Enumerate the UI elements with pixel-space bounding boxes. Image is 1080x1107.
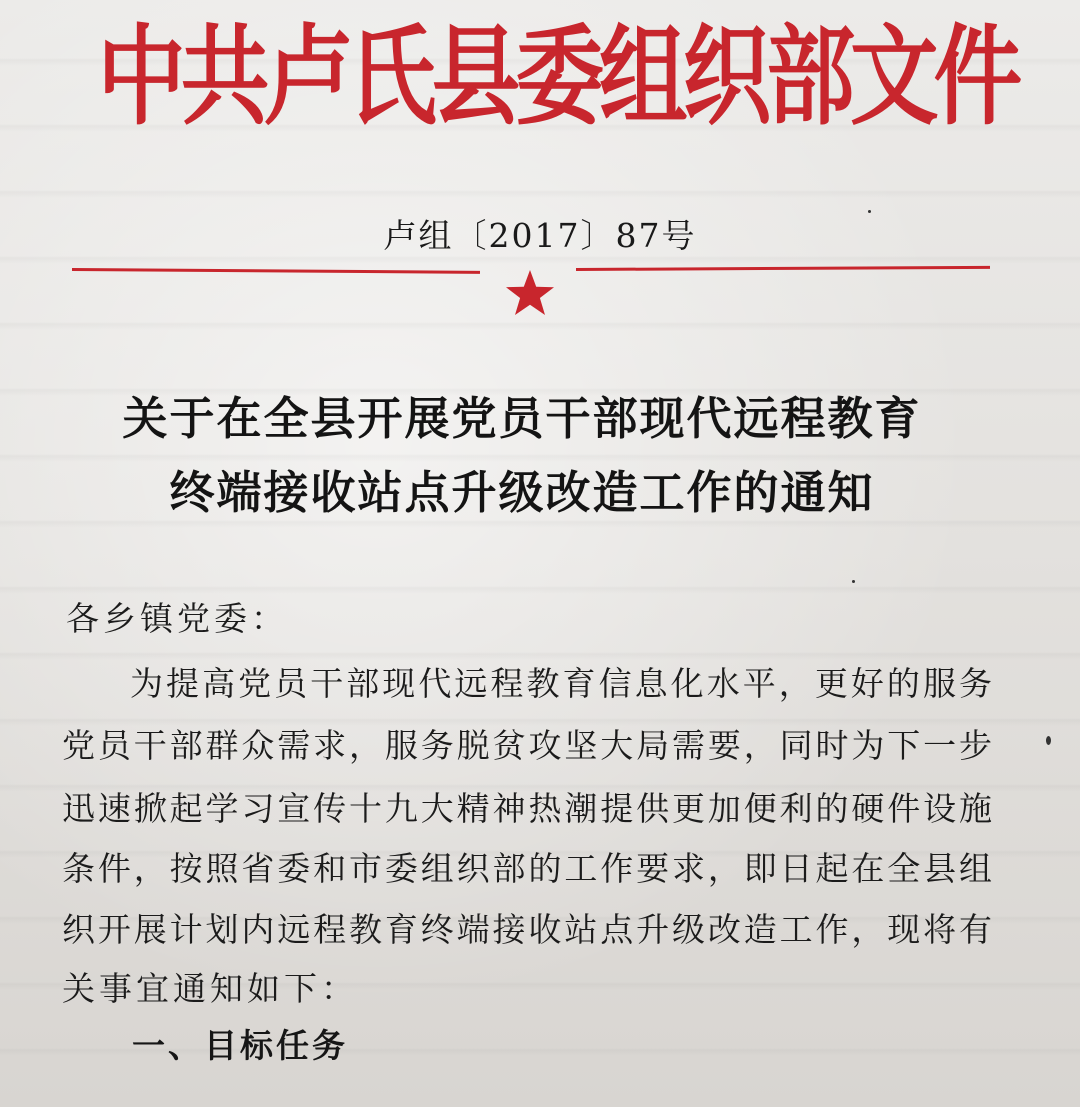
red-divider-left xyxy=(72,268,480,274)
body-line-4: 条件，按照省委和市委组织部的工作要求，即日起在全县组 xyxy=(62,849,992,888)
body-line-2: 党员干部群众需求，服务脱贫攻坚大局需要，同时为下一步 xyxy=(62,726,992,765)
body-line-1: 为提高党员干部现代远程教育信息化水平，更好的服务 xyxy=(130,664,992,703)
section-heading: 一、目标任务 xyxy=(132,1026,348,1065)
star-icon xyxy=(503,266,557,316)
body-line-5: 织开展计划内远程教育终端接收站点升级改造工作，现将有 xyxy=(62,910,992,949)
ink-speck xyxy=(1046,736,1051,745)
body-line-3: 迅速掀起学习宣传十九大精神热潮提供更加便利的硬件设施 xyxy=(62,789,992,828)
document-number: 卢组〔2017〕87号 xyxy=(383,216,697,255)
body-line-6: 关事宜通知如下： xyxy=(62,969,358,1008)
red-divider-right xyxy=(576,266,990,271)
ink-speck xyxy=(852,580,855,583)
salutation: 各乡镇党委： xyxy=(66,599,288,638)
document-title-line-2: 终端接收站点升级改造工作的通知 xyxy=(169,466,875,519)
document-title-line-1: 关于在全县开展党员干部现代远程教育 xyxy=(122,392,922,445)
document-masthead: 中共卢氏县委组织部文件 xyxy=(97,14,1018,140)
ink-speck xyxy=(868,210,871,213)
